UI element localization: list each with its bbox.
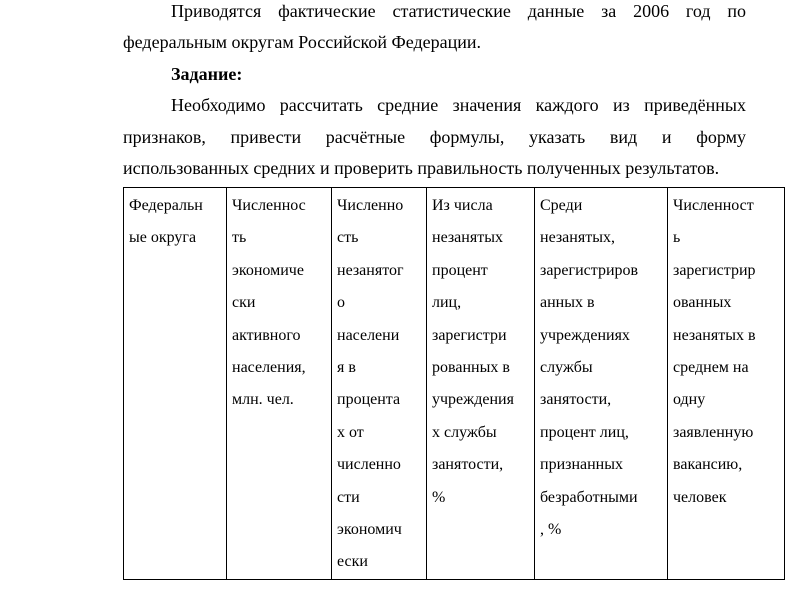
header-cell-registered-share [427,188,535,580]
header-text-line: зарегистрир [673,261,756,279]
intro-line-1: Приводятся фактические статистические данные за 2006 год по [171,1,746,21]
header-text-line: учреждениях [540,326,630,344]
header-text-line: % [432,488,446,506]
header-text-line: численно [337,456,401,474]
header-cell-unemployed-recognized [535,188,668,580]
header-text-line: человек [673,488,727,506]
header-text-line: населени [337,326,400,344]
header-text-line: признанных [540,456,623,474]
header-text-line: ть [232,229,247,247]
header-text-line: процент лиц, [540,423,629,441]
header-text-line: ески [337,553,368,571]
header-text-line: учреждения [432,391,514,409]
header-text-line: среднем на [673,359,749,377]
header-text-line: незанятых, [540,229,615,247]
header-text-line: ь [673,229,681,247]
header-cell-unemployed-share [332,188,427,580]
header-text-line: Численнос [232,197,306,214]
header-text-line: я в [337,359,356,377]
task-line-3: использованных средних и проверить правильность полученных результатов. [123,158,720,178]
header-text-line: активного [232,326,301,344]
header-text-line: , % [540,521,562,539]
header-text-line: зарегистри [432,326,507,344]
header-text-line: Федеральн [129,197,203,214]
header-text-line: лиц, [432,294,462,312]
header-text-line: ски [232,294,256,312]
header-text-line: безработными [540,488,638,506]
header-cell-federal-districts [124,188,227,580]
header-text-line: одну [673,391,706,409]
header-text-line: ованных [673,294,732,312]
header-text-line: занятости, [540,391,612,409]
header-text-line: незанятог [337,261,404,279]
header-text-line: о [337,294,345,312]
header-text-line: процента [337,391,401,409]
header-text-line: незанятых в [673,326,756,344]
header-text-line: рованных в [432,359,510,377]
task-line-1: Необходимо рассчитать средние значения каждого из приведённых [171,95,746,115]
header-text-line: Численно [337,197,404,214]
header-text-line: х от [337,423,364,441]
header-cell-active-population [227,188,332,580]
header-text-line: зарегистриров [540,261,639,279]
header-text-line: Численност [673,197,754,214]
indicators-table [123,187,785,580]
task-line-2: признаков, привести расчётные формулы, указать вид и форму [123,127,746,147]
header-text-line: Среди [540,197,583,214]
header-text-line: населения, [232,359,306,377]
header-text-line: вакансию, [673,456,743,474]
task-heading: Задание: [171,64,243,84]
header-text-line: незанятых [432,229,503,247]
header-text-line: ые округа [129,229,197,247]
header-text-line: занятости, [432,456,504,474]
header-text-line: сть [337,229,359,247]
header-text-line: млн. чел. [232,391,294,409]
header-text-line: х службы [432,423,497,441]
header-text-line: сти [337,488,360,506]
header-text-line: анных в [540,294,595,312]
header-text-line: экономич [337,521,402,539]
intro-line-2: федеральным округам Российской Федерации. [123,32,482,52]
header-cell-per-vacancy [668,188,785,580]
header-text-line: Из числа [432,197,493,214]
table-header-row [124,188,785,580]
header-text-line: процент [432,261,488,279]
header-text-line: экономиче [232,261,304,279]
header-text-line: заявленную [673,423,754,441]
header-text-line: службы [540,359,593,377]
